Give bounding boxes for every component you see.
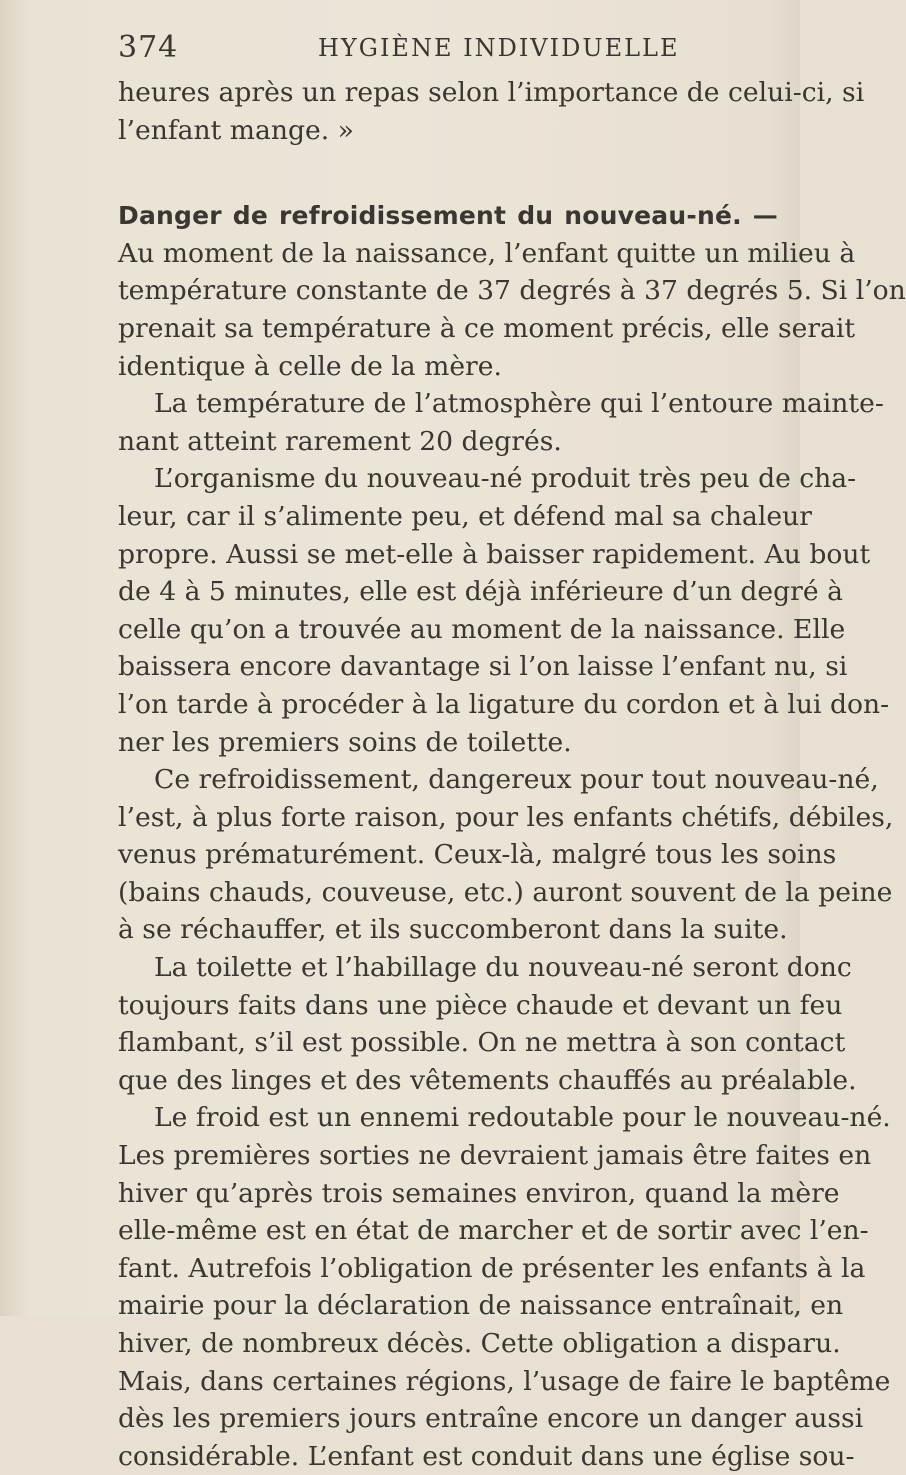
text-line: fant. Autrefois l’obligation de présenter les enfants à la — [118, 1252, 866, 1284]
text-line: dès les premiers jours entraîne encore un danger aussi — [118, 1403, 864, 1435]
page-header — [118, 30, 770, 70]
text-line: elle-même est en état de marcher et de sortir avec l’en- — [118, 1215, 869, 1247]
text-line: l’enfant mange. » — [118, 114, 354, 146]
text-line: nant atteint rarement 20 degrés. — [118, 425, 562, 457]
text-line: Au moment de la naissance, l’enfant quitte un milieu à — [118, 237, 856, 269]
text-line: Les premières sorties ne devraient jamais être faites en — [118, 1140, 872, 1172]
section-gap — [118, 149, 778, 197]
text-line: celle qu’on a trouvée au moment de la naissance. Elle — [118, 613, 846, 645]
text-line: l’est, à plus forte raison, pour les enfants chétifs, débiles, — [118, 801, 894, 833]
text-line: La toilette et l’habillage du nouveau-né seront donc — [154, 952, 852, 984]
section-heading: Danger de refroidissement du nouveau-né. — — [118, 201, 778, 231]
page-number: 374 — [118, 30, 179, 65]
text-line: baissera encore davantage si l’on laisse l’enfant nu, si — [118, 651, 848, 683]
text-line: flambant, s’il est possible. On ne mettra à son contact — [118, 1027, 846, 1059]
text-line: considérable. L’enfant est conduit dans une église sou- — [118, 1440, 855, 1472]
text-line: heures après un repas selon l’importance de celui-ci, si — [118, 77, 865, 108]
section-heading-line — [118, 197, 778, 235]
text-line: (bains chauds, couveuse, etc.) auront souvent de la peine — [118, 876, 893, 908]
text-line: à se réchauffer, et ils succomberont dans la suite. — [118, 914, 788, 946]
text-line: de 4 à 5 minutes, elle est déjà inférieure d’un degré à — [118, 576, 843, 608]
text-line: que des linges et des vêtements chauffés au préalable. — [118, 1064, 857, 1096]
text-line: mairie pour la déclaration de naissance entraînait, en — [118, 1290, 844, 1322]
text-line: leur, car il s’alimente peu, et défend mal sa chaleur — [118, 500, 812, 532]
text-line: propre. Aussi se met-elle à baisser rapidement. Au bout — [118, 538, 871, 570]
body-text — [118, 74, 906, 1475]
text-line: hiver qu’après trois semaines environ, quand la mère — [118, 1177, 840, 1209]
text-line: ner les premiers soins de toilette. — [118, 726, 572, 758]
text-line: l’on tarde à procéder à la ligature du cordon et à lui don- — [118, 688, 890, 720]
text-line: La température de l’atmosphère qui l’entoure mainte- — [154, 388, 884, 420]
text-line: prenait sa température à ce moment précis, elle serait — [118, 312, 856, 344]
text-line: toujours faits dans une pièce chaude et devant un feu — [118, 989, 843, 1021]
text-line: Le froid est un ennemi redoutable pour le nouveau-né. — [154, 1102, 891, 1134]
text-line: Mais, dans certaines régions, l’usage de faire le baptême — [118, 1365, 891, 1397]
text-line: identique à celle de la mère. — [118, 350, 502, 382]
running-head: HYGIÈNE INDIVIDUELLE — [318, 34, 680, 62]
text-line: venus prématurément. Ceux-là, malgré tous les soins — [118, 839, 837, 871]
text-line: hiver, de nombreux décès. Cette obligation a disparu. — [118, 1328, 841, 1359]
text-line: Ce refroidissement, dangereux pour tout nouveau-né, — [154, 764, 879, 796]
text-line: température constante de 37 degrés à 37 degrés 5. Si l’on — [118, 275, 906, 307]
text-line: L’organisme du nouveau-né produit très peu de cha- — [154, 463, 857, 495]
